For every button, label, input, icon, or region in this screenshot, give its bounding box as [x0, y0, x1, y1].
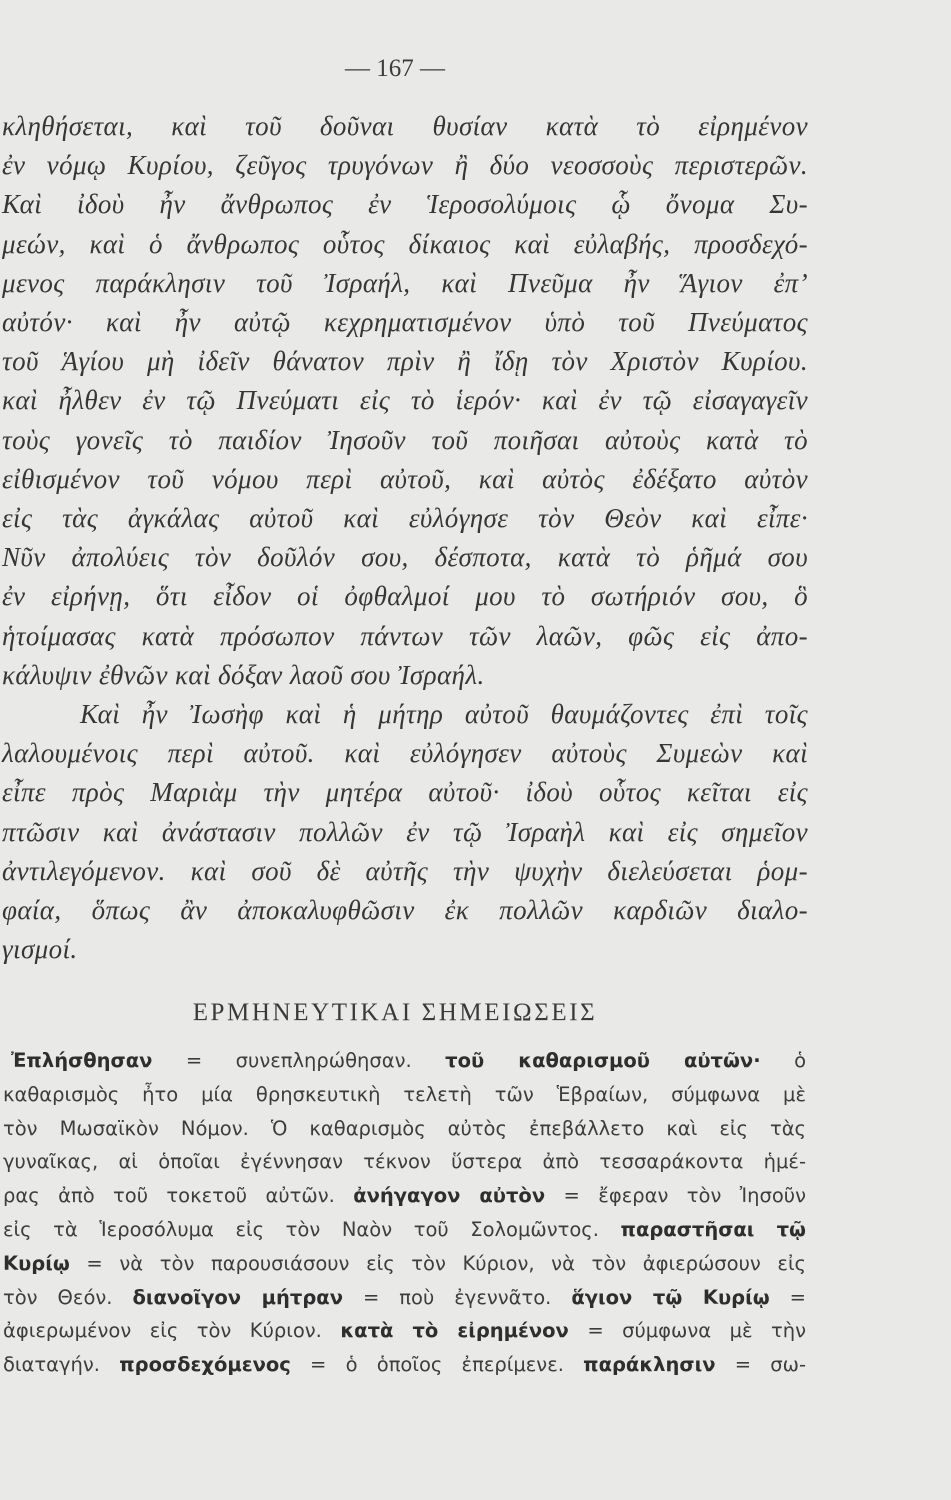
- note-text: = ὁ ὁποῖος ἐπερίμενε.: [290, 1353, 584, 1377]
- note-text: τὸν Μωσαϊκὸν Νόμον. Ὁ καθαρισμὸς αὐτὸς ἐπεβάλλετο καὶ εἰς τὰς: [3, 1116, 806, 1140]
- note-term: προσδεχόμενος: [119, 1353, 291, 1377]
- text-line: λαλουμένοις περὶ αὐτοῦ. καὶ εὐλόγησεν αὐτοὺς Συμεὼν καὶ: [2, 738, 808, 769]
- text-line: ἡτοίμασας κατὰ πρόσωπον πάντων τῶν λαῶν, φῶς εἰς ἀπο-: [2, 620, 808, 651]
- text-line: πτῶσιν καὶ ἀνάστασιν πολλῶν ἐν τῷ Ἰσραὴλ καὶ εἰς σημεῖον: [2, 816, 808, 847]
- notes-section: [3, 1044, 806, 1382]
- text-line: κληθήσεται, καὶ τοῦ δοῦναι θυσίαν κατὰ τὸ εἰρημένον: [2, 111, 808, 141]
- text-line: κάλυψιν ἐθνῶν καὶ δόξαν λαοῦ σου Ἰσραήλ.: [2, 659, 485, 690]
- text-line: ἀντιλεγόμενον. καὶ σοῦ δὲ αὐτῆς τὴν ψυχὴν διελεύσεται ῥομ-: [2, 855, 808, 886]
- text-line: Καὶ ἦν Ἰωσὴφ καὶ ἡ μήτηρ αὐτοῦ θαυμάζοντες ἐπὶ τοῖς: [80, 699, 808, 730]
- text-line: φαία, ὅπως ἂν ἀποκαλυφθῶσιν ἐκ πολλῶν καρδιῶν διαλο-: [2, 895, 808, 926]
- note-text: = σω-: [715, 1353, 806, 1377]
- note-text: καθαρισμὸς ἦτο μία θρησκευτικὴ τελετὴ τῶν Ἑβραίων, σύμφωνα μὲ: [3, 1082, 806, 1106]
- note-line: [3, 1213, 806, 1247]
- page-number: — 167 —: [345, 55, 445, 82]
- note-text: = συνεπληρώθησαν.: [152, 1049, 446, 1072]
- note-text: διαταγήν.: [3, 1353, 120, 1377]
- note-term: ἀνήγαγον αὐτὸν: [353, 1184, 546, 1208]
- note-text: = ποὺ ἐγεννᾶτο.: [342, 1285, 572, 1309]
- note-text: εἰς τὰ Ἱεροσόλυμα εἰς τὸν Ναὸν τοῦ Σολομῶντος.: [3, 1217, 621, 1241]
- paragraph: [2, 695, 808, 969]
- note-text: =: [769, 1285, 806, 1309]
- text-line: ἐν εἰρήνῃ, ὅτι εἶδον οἱ ὀφθαλμοί μου τὸ σωτήριόν σου, ὃ: [2, 581, 808, 612]
- note-text: ἀφιερωμένον εἰς τὸν Κύριον.: [3, 1319, 341, 1343]
- note-text: = σύμφωνα μὲ τὴν: [568, 1319, 806, 1343]
- text-line: τοῦ Ἁγίου μὴ ἰδεῖν θάνατον πρὶν ἢ ἴδῃ τὸν Χριστὸν Κυρίου.: [2, 346, 808, 377]
- note-line: [3, 1348, 806, 1382]
- note-text: ρας ἀπὸ τοῦ τοκετοῦ αὐτῶν.: [3, 1184, 354, 1208]
- text-line: εἰς τὰς ἀγκάλας αὐτοῦ καὶ εὐλόγησε τὸν Θεὸν καὶ εἶπε·: [2, 503, 808, 534]
- note-line: [3, 1044, 806, 1078]
- note-text: = νὰ τὸν παρουσιάσουν εἰς τὸν Κύριον, νὰ τὸν ἀφιερώσουν εἰς: [69, 1251, 806, 1275]
- note-line: [3, 1314, 806, 1348]
- notes-heading: ΕΡΜΗΝΕΥΤΙΚΑΙ ΣΗΜΕΙΩΣΕΙΣ: [192, 999, 598, 1026]
- note-term: ἅγιον τῷ Κυρίῳ: [571, 1285, 770, 1309]
- text-line: εἶπε πρὸς Μαριὰμ τὴν μητέρα αὐτοῦ· ἰδοὺ οὗτος κεῖται εἰς: [2, 777, 808, 808]
- note-line: [3, 1078, 806, 1112]
- note-term: παράκλησιν: [583, 1353, 716, 1377]
- text-line: μεών, καὶ ὁ ἄνθρωπος οὗτος δίκαιος καὶ εὐλαβής, προσδεχό-: [2, 228, 808, 259]
- text-line: μενος παράκλησιν τοῦ Ἰσραήλ, καὶ Πνεῦμα ἦν Ἅγιον ἐπ’: [2, 267, 808, 298]
- note-term: Ἐπλήσθησαν: [11, 1049, 153, 1072]
- paragraph: [2, 107, 808, 695]
- text-line: Καὶ ἰδοὺ ἦν ἄνθρωπος ἐν Ἱεροσολύμοις ᾧ ὄνομα Συ-: [2, 189, 808, 220]
- note-text: τὸν Θεόν.: [3, 1285, 133, 1309]
- text-line: καὶ ἦλθεν ἐν τῷ Πνεύματι εἰς τὸ ἱερόν· καὶ ἐν τῷ εἰσαγαγεῖν: [2, 385, 808, 416]
- note-term: Κυρίῳ: [3, 1251, 70, 1275]
- note-line: [3, 1112, 806, 1146]
- note-text: γυναῖκας, αἱ ὁποῖαι ἐγέννησαν τέκνον ὕστερα ἀπὸ τεσσαράκοντα ἡμέ-: [3, 1150, 806, 1174]
- note-text: ὁ: [760, 1049, 806, 1072]
- note-term: κατὰ τὸ εἰρημένον: [340, 1319, 569, 1343]
- text-line: γισμοί.: [2, 934, 78, 965]
- main-text: [2, 107, 808, 969]
- text-line: τοὺς γονεῖς τὸ παιδίον Ἰησοῦν τοῦ ποιῆσαι αὐτοὺς κατὰ τὸ: [2, 424, 808, 455]
- text-line: εἰθισμένον τοῦ νόμου περὶ αὐτοῦ, καὶ αὐτὸς ἐδέξατο αὐτὸν: [2, 463, 808, 494]
- text-line: ἐν νόμῳ Κυρίου, ζεῦγος τρυγόνων ἢ δύο νεοσσοὺς περιστερῶν.: [2, 150, 808, 181]
- text-line: αὐτόν· καὶ ἦν αὐτῷ κεχρηματισμένον ὑπὸ τοῦ Πνεύματος: [2, 307, 808, 338]
- note-line: [3, 1281, 806, 1315]
- note-line: [3, 1247, 806, 1281]
- note-text: = ἔφεραν τὸν Ἰησοῦν: [545, 1184, 806, 1208]
- text-line: Νῦν ἀπολύεις τὸν δοῦλόν σου, δέσποτα, κατὰ τὸ ῥῆμά σου: [2, 542, 808, 573]
- note-term: τοῦ καθαρισμοῦ αὐτῶν·: [445, 1049, 761, 1072]
- note-line: [3, 1145, 806, 1179]
- note-term: παραστῆσαι τῷ: [620, 1217, 806, 1241]
- note-line: [3, 1179, 806, 1213]
- note-term: διανοῖγον μήτραν: [132, 1285, 343, 1309]
